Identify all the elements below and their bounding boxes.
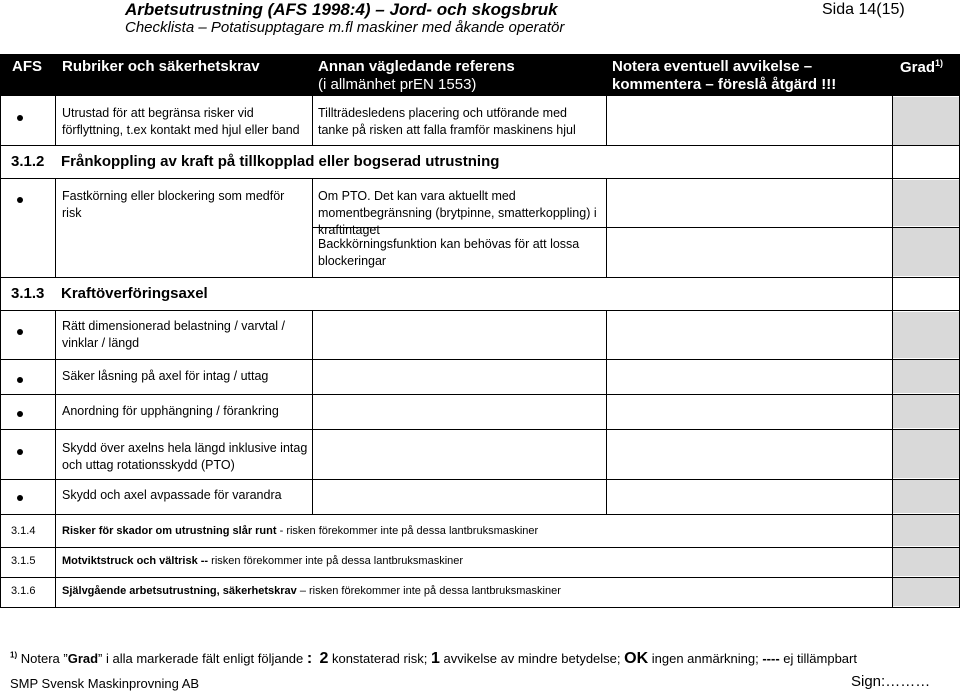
col-divider [312, 178, 313, 278]
col-divider [55, 178, 56, 278]
col-divider [312, 96, 313, 146]
grade-cell[interactable] [893, 548, 960, 576]
col-divider [55, 514, 56, 608]
section-line [62, 525, 538, 537]
bullet-icon [17, 329, 23, 335]
row-divider [0, 577, 960, 578]
requirement-text: Skydd och axel avpassade för varandra [62, 488, 282, 502]
section-title: Självgående arbetsutrustning, säkerhetskrav [62, 585, 297, 597]
section-line [62, 555, 463, 567]
section-number: 3.1.2 [11, 153, 45, 170]
col-vagledande-sub: (i allmänhet prEN 1553) [318, 76, 477, 93]
bullet-icon [17, 377, 23, 383]
section-line [62, 585, 561, 597]
grade-cell[interactable] [893, 430, 960, 478]
col-divider [55, 310, 56, 515]
footnote-text: : [306, 650, 313, 667]
section-title: Frånkoppling av kraft på tillkopplad eller bogserad utrustning [61, 153, 500, 170]
grade-cell[interactable] [893, 515, 960, 546]
table-border-left [0, 96, 1, 608]
bullet-icon [17, 495, 23, 501]
comment-field[interactable] [607, 97, 892, 145]
section-title: Risker för skador om utrustning slår runt [62, 525, 277, 537]
section-note: - risken förekommer inte på dessa lantbruksmaskiner [276, 525, 539, 537]
col-grad-label: Grad [900, 59, 936, 76]
reference-text: Tillträdesledens placering och utförande med tanke på risken att falla framför maskinens hjul [318, 106, 576, 137]
row-divider [0, 359, 960, 360]
bullet-icon [17, 411, 23, 417]
footnote-text: Notera ” [17, 651, 68, 666]
requirement-text: Utrustad för att begränsa risker vid förflyttning, t.ex kontakt med hjul eller band [62, 106, 300, 137]
grade-cell[interactable] [893, 480, 960, 513]
col-grad-footnote-ref: 1) [935, 58, 944, 68]
col-notera-sub: kommentera – föreslå åtgärd !!! [612, 76, 837, 93]
page-number: Sida 14(15) [822, 1, 905, 18]
footnote-text: konstaterad risk; [328, 651, 431, 666]
col-divider [55, 96, 56, 146]
requirement-text: Fastkörning eller blockering som medför risk [62, 189, 285, 220]
grade-cell[interactable] [893, 228, 960, 276]
grade-cell[interactable] [893, 578, 960, 606]
section-number: 3.1.5 [11, 555, 36, 567]
comment-field[interactable] [607, 395, 892, 429]
document-subtitle: Checklista – Potatisupptagare m.fl maskiner med åkande operatör [125, 19, 565, 36]
grade-footnote [10, 650, 857, 668]
bullet-icon [17, 197, 23, 203]
row-divider [0, 514, 960, 515]
reference-text: Om PTO. Det kan vara aktuellt med momentbegränsning (brytpinne, smatterkoppling) i kraftintaget [318, 189, 597, 237]
row-divider [0, 429, 960, 430]
footnote-text: Grad [67, 651, 99, 666]
col-afs: AFS [12, 58, 42, 75]
row-divider [0, 277, 960, 278]
row-divider [0, 547, 960, 548]
grade-cell[interactable] [893, 97, 960, 145]
bullet-icon [17, 115, 23, 121]
footnote-grade-1: 1 [430, 650, 440, 667]
section-number: 3.1.3 [11, 285, 45, 302]
section-number: 3.1.6 [11, 585, 36, 597]
comment-field[interactable] [607, 228, 892, 277]
comment-field[interactable] [607, 311, 892, 359]
footnote-grade-na: ---- [762, 651, 780, 666]
footnote-text: ej tillämpbart [779, 651, 857, 666]
grade-cell[interactable] [893, 312, 960, 358]
col-notera: Notera eventuell avvikelse – [612, 58, 813, 75]
col-vagledande: Annan vägledande referens [318, 58, 515, 75]
row-divider [0, 145, 960, 146]
requirement-text: Anordning för upphängning / förankring [62, 404, 279, 418]
footnote-grade-2: 2 [319, 650, 329, 667]
footnote-text: avvikelse av mindre betydelse; [439, 651, 625, 666]
table-header [0, 54, 960, 96]
comment-field[interactable] [607, 179, 892, 227]
grade-cell[interactable] [893, 180, 960, 226]
requirement-text: Skydd över axelns hela längd inklusive intag och uttag rotationsskydd (PTO) [62, 441, 308, 472]
section-title: Kraftöverföringsaxel [61, 285, 208, 302]
footnote-text: ingen anmärkning; [648, 651, 763, 666]
footnote-text: ” i alla markerade fält enligt följande [98, 651, 307, 666]
bullet-icon [17, 449, 23, 455]
col-grad [900, 58, 943, 76]
row-divider [0, 607, 960, 608]
requirement-text: Rätt dimensionerad belastning / varvtal / vinklar / längd [62, 319, 286, 350]
section-title: Motviktstruck och vältrisk -- [62, 555, 209, 567]
document-title: Arbetsutrustning (AFS 1998:4) – Jord- och skogsbruk [125, 0, 558, 19]
requirement-text: Säker låsning på axel för intag / uttag [62, 369, 269, 383]
row-divider [0, 479, 960, 480]
footnote-marker: 1) [10, 650, 18, 660]
section-number: 3.1.4 [11, 525, 36, 537]
reference-text: Backkörningsfunktion kan behövas för att lossa blockeringar [318, 237, 580, 268]
grade-cell[interactable] [893, 360, 960, 393]
footnote-grade-ok: OK [624, 650, 649, 667]
col-divider [892, 96, 893, 608]
col-divider [312, 310, 313, 515]
organization-name: SMP Svensk Maskinprovning AB [10, 676, 200, 691]
section-note: risken förekommer inte på dessa lantbruksmaskiner [208, 555, 464, 567]
section-note: – risken förekommer inte på dessa lantbruksmaskiner [296, 585, 561, 597]
col-rubriker: Rubriker och säkerhetskrav [62, 58, 260, 75]
signature-field[interactable]: Sign:……… [851, 673, 931, 690]
grade-cell[interactable] [893, 395, 960, 428]
